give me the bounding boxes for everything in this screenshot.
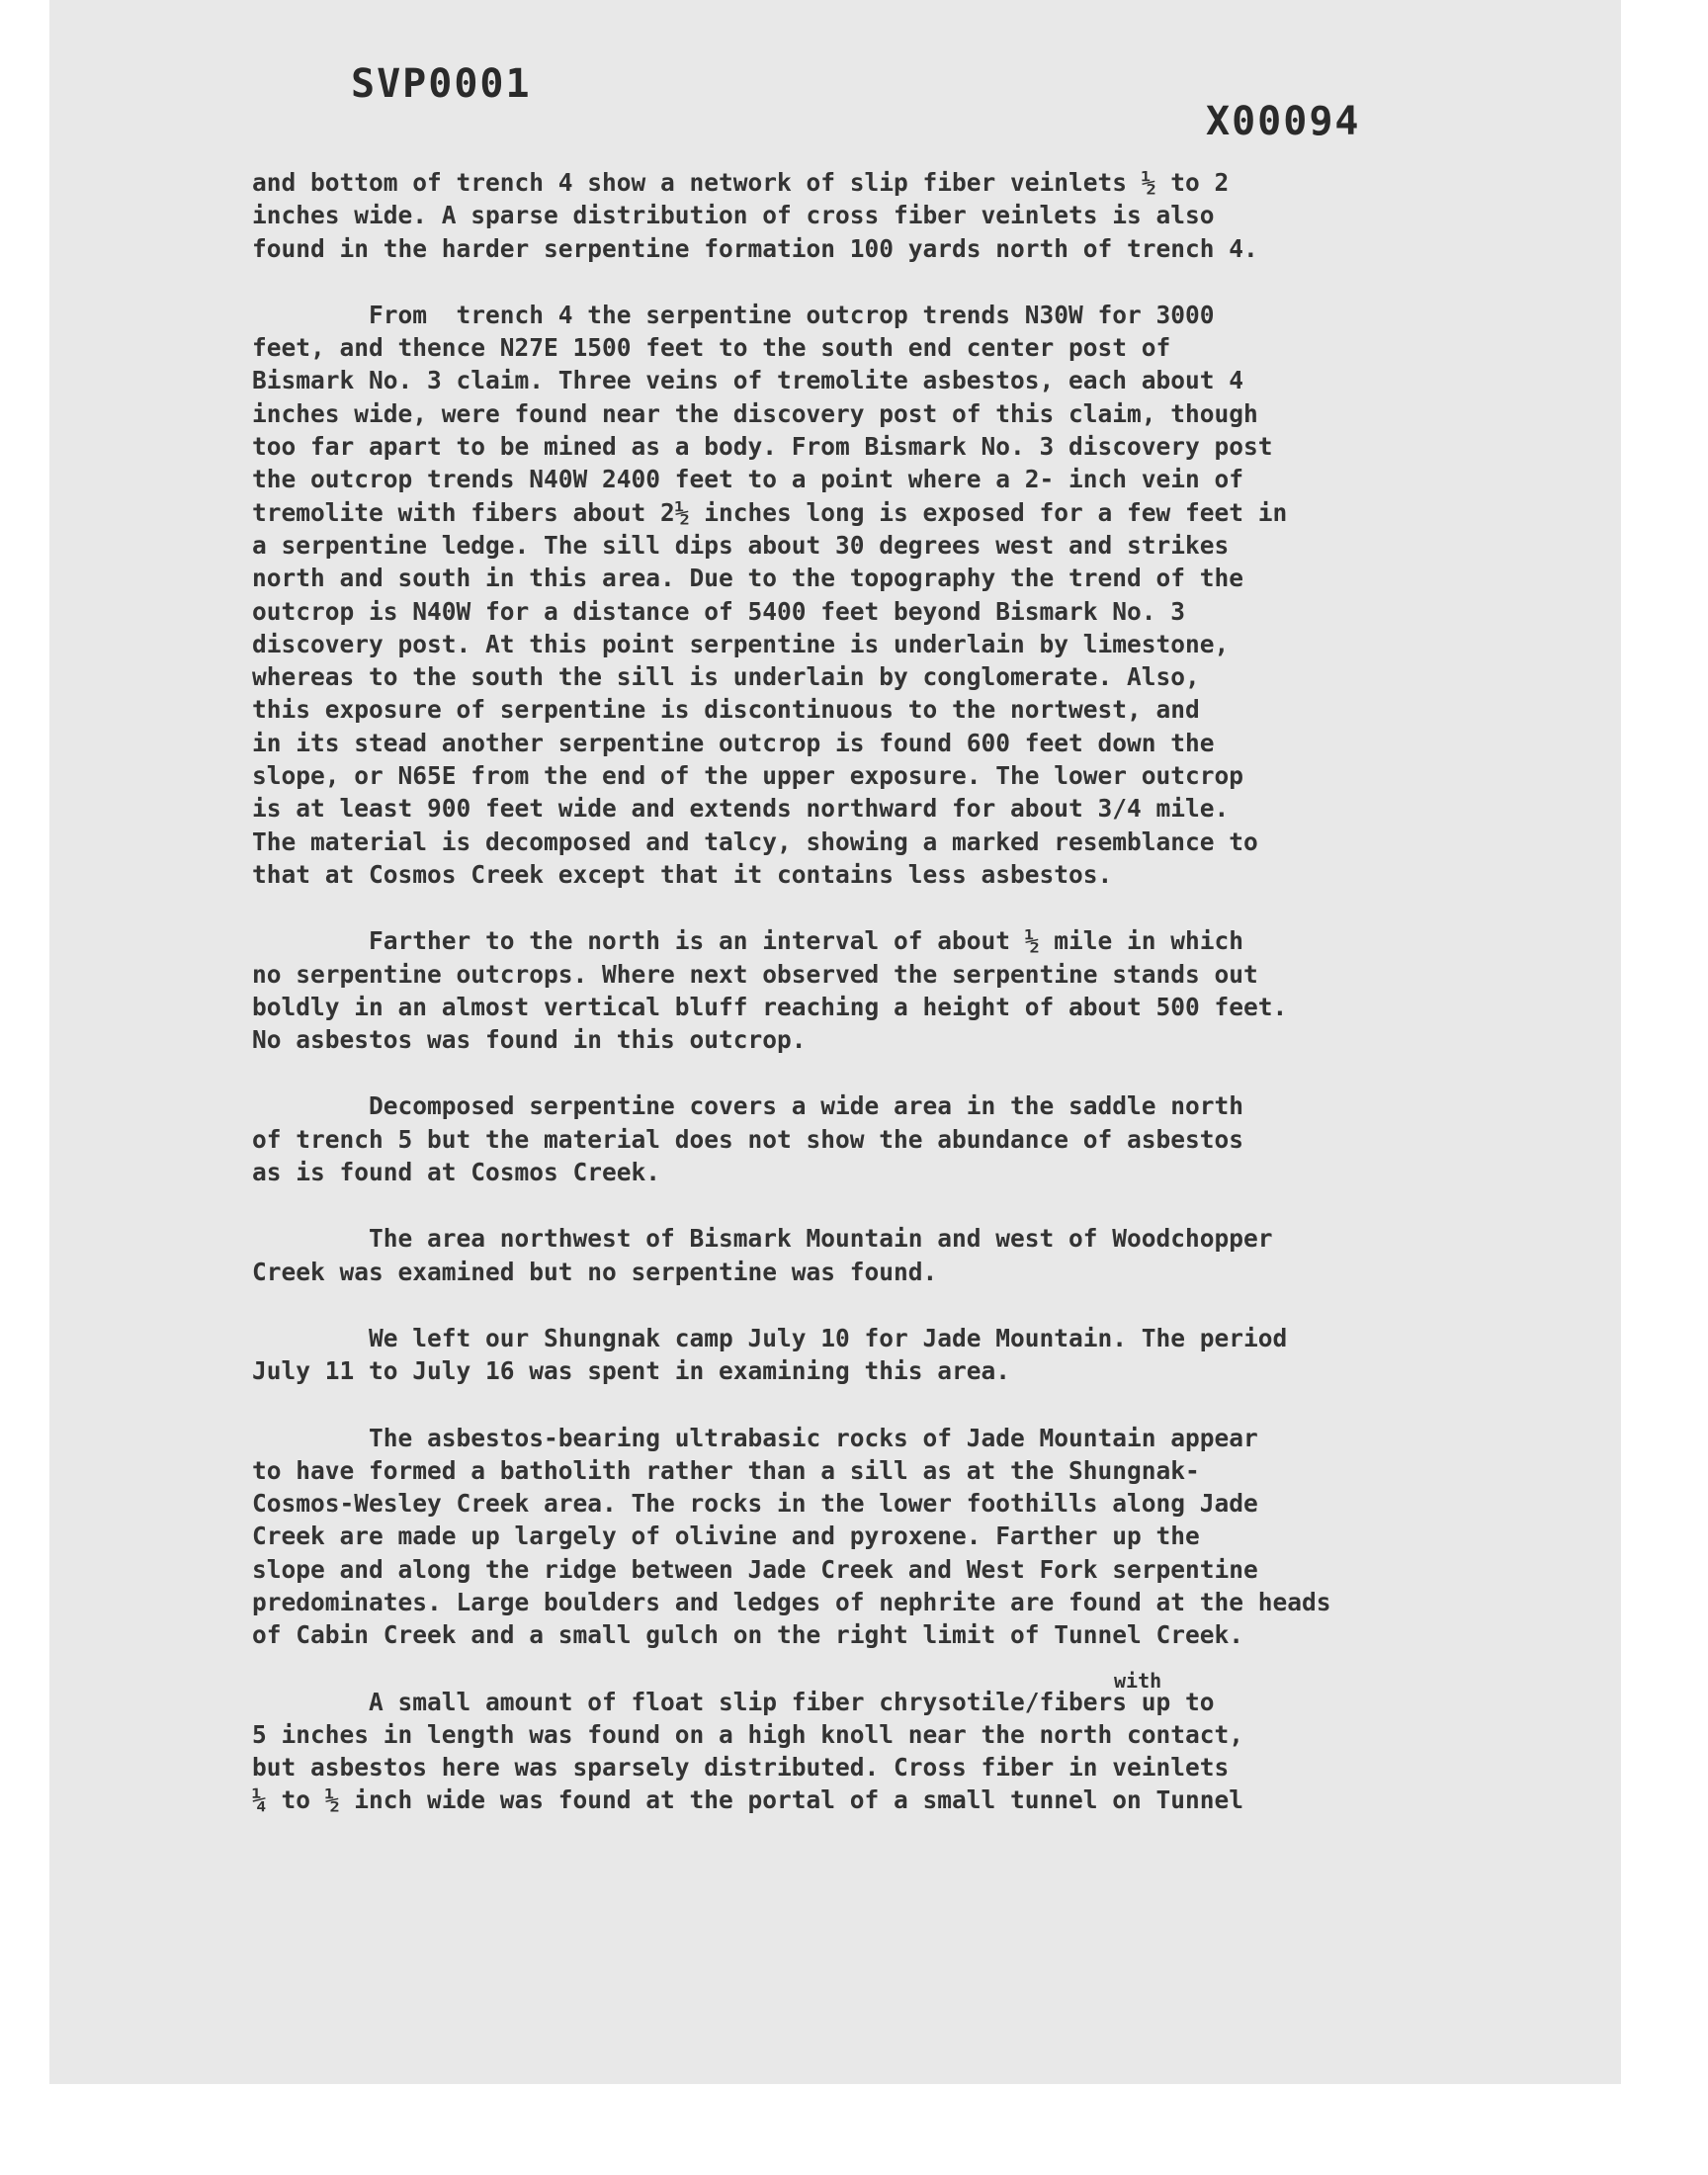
paragraph-6: We left our Shungnak camp July 10 for Jade Mountain. The period July 11 to July 16 was spent in examining this area. <box>252 1323 1288 1386</box>
paragraph-5: The area northwest of Bismark Mountain and west of Woodchopper Creek was examined but no serpentine was found. <box>252 1224 1273 1286</box>
paragraph-4: Decomposed serpentine covers a wide area in the saddle north of trench 5 but the material does not show the abundance of asbestos as is found at Cosmos Creek. <box>252 1091 1244 1187</box>
bates-stamp-left: SVP0001 <box>351 61 532 107</box>
document-body <box>252 166 1468 1851</box>
paragraph-1: and bottom of trench 4 show a network of slip fiber veinlets ½ to 2 inches wide. A sparse distribution of cross fiber veinlets is also found in the harder serpentine formation 100 yards north of trench 4. <box>252 168 1258 263</box>
paragraph-7: The asbestos-bearing ultrabasic rocks of Jade Mountain appear to have formed a batholith rather than a sill as at the Shungnak- Cosmos-Wesley Creek area. The rocks in the lower foothills along Jade Creek are made up largely of olivine and pyroxene. Farther up the slope and along the ridge between Jade Creek and West Fork serpentine predominates. Large boulders and ledges of nephrite are found at the heads of Cabin Creek and a small gulch on the right limit of Tunnel Creek. <box>252 1423 1331 1650</box>
paragraph-3: Farther to the north is an interval of about ½ mile in which no serpentine outcrops. Where next observed the serpentine stands out boldly in an almost vertical bluff reaching a height of about 500 feet. No asbestos was found in this outcrop. <box>252 926 1288 1055</box>
paragraph-2: From trench 4 the serpentine outcrop trends N30W for 3000 feet, and thence N27E 1500 feet to the south end center post of Bismark No. 3 claim. Three veins of tremolite asbestos, each about 4 inches wide, were found near the discovery post of this claim, though too far apart to be mined as a body. From Bismark No. 3 discovery post the outcrop trends N40W 2400 feet to a point where a 2- inch vein of tremolite with fibers about 2½ inches long is exposed for a few feet in a serpentine ledge. The sill dips about 30 degrees west and strikes north and south in this area. Due to the topography the trend of the outcrop is N40W for a distance of 5400 feet beyond Bismark No. 3 discovery post. At this point serpentine is underlain by limestone, whereas to the south the sill is underlain by conglomerate. Also, this exposure of serpentine is discontinuous to the nortwest, and in its stead another serpentine outcrop is found 600 feet down the slope, or N65E from the end of the upper exposure. The lower outcrop is at least 900 feet wide and extends northward for about 3/4 mile. The material is decomposed and talcy, showing a marked resemblance to that at Cosmos Creek except that it contains less asbestos. <box>252 300 1288 889</box>
bates-stamp-right: X00094 <box>1206 99 1361 144</box>
paragraph-8: A small amount of float slip fiber chrysotile/fibers up to 5 inches in length was found on a high knoll near the north contact, but asbestos here was sparsely distributed. Cross fiber in veinlets ¼ to ½ inch wide was found at the portal of a small tunnel on Tunnel <box>252 1687 1244 1815</box>
interline-insertion: with <box>1114 1669 1162 1693</box>
